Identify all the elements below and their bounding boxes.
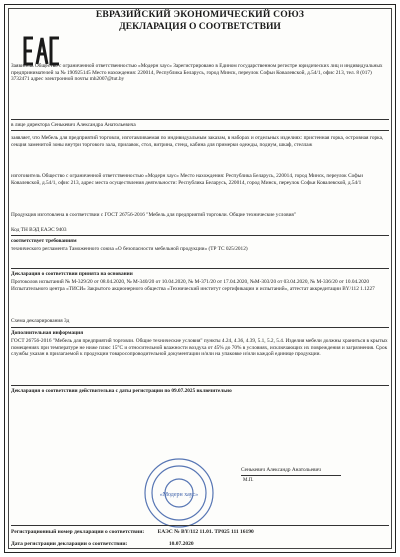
manufacturer-section xyxy=(11,173,389,186)
manufacturer-text: изготовитель Общество с ограниченной ответственностью «Модерн хаус» Место нахождения: Республика Беларусь, 220014, город Минск, переулок Софьи Ковалевской, д.54/1, офис 213, адрес места осуществления деятельности: Республика Беларусь, 220014, город Минск, переулок Софьи Ковалевской, д.54/1 xyxy=(11,173,363,186)
registration-date-row xyxy=(11,541,194,547)
divider xyxy=(11,130,389,131)
divider xyxy=(11,327,389,328)
basis-label: Декларация о соответствии принята на основании xyxy=(11,271,133,277)
document-subtitle: ДЕКЛАРАЦИЯ О СООТВЕТСТВИИ xyxy=(119,21,281,32)
divider xyxy=(11,268,389,269)
additional-text: ГОСТ 26756-2016 "Мебель для предприятий торговли. Общие технические условия" пункты 4.24, 4.36, 4.39, 5.1, 5.2, 5.4. Изделия мебели должны храниться в крытых помещениях при температуре не ниже плюс 15°С и относительной влажности воздуха от 45% до 70% в условиях, исключающих их повреждения и загрязнения. Срок службы указан в прилагаемой к продукции товаросопроводительной документации и/или на упаковке и/или каждой единице продукции. xyxy=(11,338,388,358)
registration-number-label: Регистрационный номер декларации о соответствии: xyxy=(11,529,145,535)
registration-date: 10.07.2020 xyxy=(168,541,194,547)
applicant-section xyxy=(11,63,389,83)
stamp-text: «Модерн хаус» xyxy=(159,492,199,498)
declares-text: заявляет, что Мебель для предприятий торговли, изготавливаемая по индивидуальным заказам, в наборах и отдельных изделиях: пристенная горка, островная горка, секция заменитой зоны внутри торгового зала, прилавок, стол, витрина, стенд, кабина для примерки одежды, подиум, шкаф, стеллаж xyxy=(11,135,384,148)
additional-label: Дополнительная информация xyxy=(11,330,84,336)
requirements-label: соответствует требованиям xyxy=(11,238,77,244)
director-line: в лице директора Сенькевич Александра Анатольевича xyxy=(11,122,136,128)
applicant-text: Заявитель Общество с ограниченной ответственностью «Модерн хаус» Зарегистрировано в Едином государственном регистре юридических лиц и индивидуальных предпринимателей за № 190925145 Место нахождения: 220014, Республика Беларусь, город Минск, переулок Софьи Ковалевской, д.54/1, офис 213, тел. 8 (017) 3732471 адрес электронной почты mh2007@tut.by xyxy=(11,63,383,83)
signatory-name: Сенькевич Александр Анатольевич xyxy=(241,467,321,473)
requirements-text: технического регламента Таможенного союза «О безопасности мебельной продукции» (ТР ТС 025/2012) xyxy=(11,246,248,252)
validity-text: Декларация о соответствии действительна с даты регистрации по 09.07.2025 включительно xyxy=(11,388,232,394)
scheme-text: Схема декларирования 3д xyxy=(11,318,70,324)
product-standard: Продукция изготовлена в соответствии с ГОСТ 26756-2016 "Мебель для предприятий торговли. Общие технические условия" xyxy=(11,212,297,218)
divider xyxy=(11,385,389,386)
divider xyxy=(11,525,389,526)
divider xyxy=(11,235,389,236)
company-seal-icon xyxy=(143,457,215,529)
hs-code: Код ТН ВЭД ЕАЭС 9403 xyxy=(11,227,67,233)
declaration-document xyxy=(4,4,396,553)
basis-text: Протоколов испытаний № М-329/20 от 08.04.2020, № М-340/20 от 10.04.2020, № М-371/20 от 17.04.2020, №М-303/20 от 03.04.2020, № М-336/20 от 10.04.2020 Испытательного центра «ТИСИ» Закрытого акционерного общества «Технический институт сертификации и испытаний», аттестат аккредитации BY/112 1.1227 xyxy=(11,279,375,292)
divider xyxy=(11,119,389,120)
signature-line xyxy=(241,475,341,476)
registration-number: ЕАЭС № BY/112 11.01. ТР025 111 16190 xyxy=(157,529,254,535)
document-title: ЕВРАЗИЙСКИЙ ЭКОНОМИЧЕСКИЙ СОЮЗ xyxy=(95,9,305,20)
registration-number-row xyxy=(11,529,254,535)
registration-date-label: Дата регистрации декларации о соответствии: xyxy=(11,541,128,547)
mp-label: М.П. xyxy=(243,478,254,483)
